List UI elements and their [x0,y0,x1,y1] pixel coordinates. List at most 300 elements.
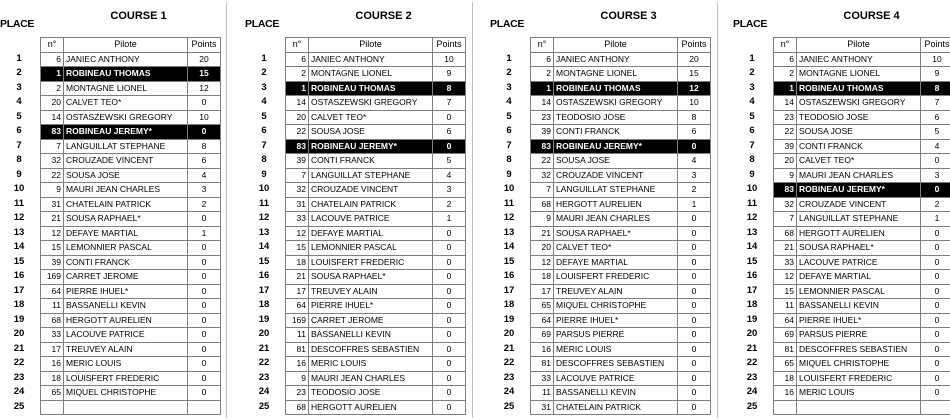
pilote-name-cell: SOUSA RAPHAEL* [554,226,678,241]
points-cell: 10 [678,96,711,111]
driver-number-cell: 20 [41,96,64,111]
points-cell: 10 [921,52,950,67]
driver-number-cell: 7 [531,183,554,198]
pilote-name-cell: LACOUVE PATRICE [797,255,921,270]
table-row [41,154,221,169]
col-header-points: Points [921,38,950,53]
pilote-name-cell: JANIEC ANTHONY [309,52,433,67]
col-header-points: Points [678,38,711,53]
place-number: 15 [258,255,270,267]
table-row [286,371,466,386]
driver-number-cell: 1 [41,67,64,82]
place-number: 9 [16,168,22,180]
col-header-pilote: Pilote [554,38,678,53]
place-header: PLACE [733,18,768,30]
pilote-name-cell: HERGOTT AURELIEN [554,197,678,212]
col-header-num: n° [286,38,309,53]
table-row [41,328,221,343]
table-row [41,212,221,227]
place-number: 1 [506,52,512,64]
driver-number-cell: 9 [286,371,309,386]
driver-number-cell: 7 [774,212,797,227]
driver-number-cell: 16 [774,386,797,401]
points-cell: 0 [921,299,950,314]
place-number: 11 [503,197,515,209]
pilote-name-cell: DESCOFFRES SEBASTIEN [797,342,921,357]
table-row [531,212,711,227]
driver-number-cell: 65 [531,299,554,314]
table-row [286,342,466,357]
points-cell: 0 [678,226,711,241]
place-number: 17 [13,284,25,296]
pilote-name-cell: LANGUILLAT STEPHANE [309,168,433,183]
driver-number-cell: 64 [774,313,797,328]
driver-number-cell: 2 [286,67,309,82]
driver-number-cell: 7 [41,139,64,154]
pilote-name-cell: MONTAGNE LIONEL [64,81,188,96]
table-row [286,96,466,111]
points-cell: 0 [188,371,221,386]
place-number: 8 [506,154,512,165]
table-row [41,270,221,285]
pilote-name-cell: MIQUEL CHRISTOPHE [64,386,188,401]
driver-number-cell: 22 [286,125,309,140]
driver-number-cell: 18 [286,255,309,270]
place-number: 15 [13,255,25,267]
driver-number-cell: 33 [286,212,309,227]
driver-number-cell: 22 [531,154,554,169]
place-number: 4 [506,96,512,107]
points-cell: 4 [433,168,466,183]
points-cell: 0 [188,357,221,372]
driver-number-cell: 22 [774,125,797,140]
table-row [41,342,221,357]
points-cell: 0 [188,241,221,256]
panel-divider [472,2,473,418]
points-cell: 10 [433,52,466,67]
course-title: COURSE 3 [600,10,657,22]
place-number: 13 [746,226,758,238]
table-row [774,313,950,328]
table-row [41,371,221,386]
pilote-name-cell: CHATELAIN PATRICK [309,197,433,212]
points-cell: 6 [188,154,221,169]
driver-number-cell: 39 [531,125,554,140]
table-row [531,241,711,256]
points-cell: 0 [678,255,711,270]
points-cell: 20 [188,52,221,67]
points-cell: 8 [921,81,950,96]
points-cell: 0 [433,139,466,154]
table-row [774,212,950,227]
points-cell: 0 [678,342,711,357]
place-number: 14 [258,241,270,252]
table-row [774,371,950,386]
points-cell: 0 [921,371,950,386]
pilote-name-cell: MIQUEL CHRISTOPHE [554,299,678,314]
place-number: 2 [16,67,22,78]
driver-number-cell: 12 [286,226,309,241]
driver-number-cell: 169 [41,270,64,285]
points-cell: 3 [921,168,950,183]
table-row-highlighted [774,183,950,198]
points-cell: 0 [188,299,221,314]
table-row [286,110,466,125]
place-number: 20 [13,328,25,339]
points-cell: 4 [921,139,950,154]
driver-number-cell: 21 [41,212,64,227]
place-number: 9 [749,168,755,180]
pilote-name-cell: CROUZADE VINCENT [797,197,921,212]
points-cell: 0 [188,342,221,357]
table-header-row [774,38,950,53]
pilote-name-cell: CROUZADE VINCENT [554,168,678,183]
driver-number-cell: 14 [41,110,64,125]
driver-number-cell: 9 [531,212,554,227]
table-row [286,313,466,328]
pilote-name-cell: LANGUILLAT STEPHANE [554,183,678,198]
col-header-num: n° [531,38,554,53]
points-cell: 8 [678,110,711,125]
table-row [531,197,711,212]
place-number: 20 [746,328,758,339]
table-row [774,168,950,183]
pilote-name-cell: LOUISFERT FREDERIC [64,371,188,386]
pilote-name-cell: MERIC LOUIS [64,357,188,372]
driver-number-cell: 81 [531,357,554,372]
place-number: 3 [749,81,755,93]
pilote-name-cell: TEODOSIO JOSE [309,386,433,401]
points-cell: 8 [188,139,221,154]
pilote-name-cell: PIERRE IHUEL* [554,313,678,328]
driver-number-cell: 6 [531,52,554,67]
pilote-name-cell: LEMONNIER PASCAL [797,284,921,299]
pilote-name-cell: BASSANELLI KEVIN [554,386,678,401]
pilote-name-cell: PIERRE IHUEL* [797,313,921,328]
driver-number-cell: 169 [286,313,309,328]
col-header-num: n° [774,38,797,53]
place-number: 16 [258,270,270,281]
table-row [41,183,221,198]
place-number: 9 [506,168,512,180]
driver-number-cell: 18 [774,371,797,386]
table-row-highlighted [286,139,466,154]
place-number: 22 [13,357,25,368]
course-panel-2 [245,2,467,418]
points-cell: 0 [921,386,950,401]
points-cell: 2 [188,197,221,212]
points-cell: 0 [921,328,950,343]
points-cell: 1 [921,212,950,227]
table-row [286,52,466,67]
driver-number-cell: 18 [531,270,554,285]
table-row [41,110,221,125]
place-number: 23 [746,371,758,383]
place-number: 8 [261,154,267,165]
place-number: 5 [506,110,512,122]
points-cell: 0 [921,255,950,270]
place-number: 19 [258,313,270,325]
place-number: 2 [261,67,267,78]
place-number: 21 [503,342,515,354]
driver-number-cell: 1 [531,81,554,96]
table-row [531,328,711,343]
place-column [733,37,771,414]
place-number: 23 [258,371,270,383]
points-cell: 0 [188,212,221,227]
col-header-pilote: Pilote [309,38,433,53]
table-row [531,299,711,314]
pilote-name-cell: DESCOFFRES SEBASTIEN [554,357,678,372]
pilote-name-cell: CONTI FRANCK [797,139,921,154]
place-number: 25 [746,400,758,412]
points-cell: 1 [188,226,221,241]
table-row [531,284,711,299]
points-cell: 0 [678,371,711,386]
place-number: 24 [746,386,758,397]
place-number: 25 [13,400,25,412]
place-number: 3 [506,81,512,93]
place-number: 3 [261,81,267,93]
place-number: 5 [261,110,267,122]
pilote-name-cell: MAURI JEAN CHARLES [797,168,921,183]
driver-number-cell: 17 [531,284,554,299]
pilote-name-cell: DEFAYE MARTIAL [64,226,188,241]
table-row [531,386,711,401]
place-number: 20 [258,328,270,339]
pilote-name-cell: DEFAYE MARTIAL [554,255,678,270]
points-cell: 8 [433,81,466,96]
pilote-name-cell: MERIC LOUIS [554,342,678,357]
pilote-name-cell: MONTAGNE LIONEL [797,67,921,82]
place-number: 16 [13,270,25,281]
driver-number-cell: 2 [774,67,797,82]
table-row-highlighted [286,81,466,96]
place-number: 7 [16,139,22,151]
pilote-name-cell: DESCOFFRES SEBASTIEN [309,342,433,357]
table-row [774,255,950,270]
pilote-name-cell: BASSANELLI KEVIN [309,328,433,343]
place-number: 24 [258,386,270,397]
place-number: 14 [503,241,515,252]
place-number: 21 [746,342,758,354]
place-number: 6 [261,125,267,136]
pilote-name-cell: CONTI FRANCK [309,154,433,169]
place-number: 5 [16,110,22,122]
pilote-name-cell: PARSUS PIERRE [554,328,678,343]
points-cell [188,400,221,415]
course-panel-4 [733,2,950,418]
table-row [531,371,711,386]
pilote-name-cell: SOUSA JOSE [64,168,188,183]
driver-number-cell: 2 [531,67,554,82]
place-column [490,37,528,414]
pilote-name-cell: OSTASZEWSKI GREGORY [554,96,678,111]
points-cell: 4 [678,154,711,169]
table-row [286,226,466,241]
driver-number-cell: 33 [774,255,797,270]
place-number: 19 [503,313,515,325]
points-cell: 0 [188,270,221,285]
points-cell: 0 [188,386,221,401]
table-row [286,328,466,343]
driver-number-cell: 12 [531,255,554,270]
pilote-name-cell: ROBINEAU JEREMY* [309,139,433,154]
place-spacer [733,37,771,52]
driver-number-cell: 6 [41,52,64,67]
driver-number-cell: 6 [774,52,797,67]
driver-number-cell: 33 [531,371,554,386]
table-row [774,96,950,111]
table-row [774,125,950,140]
table-row [41,400,221,415]
driver-number-cell: 11 [531,386,554,401]
place-header: PLACE [245,18,280,30]
points-cell: 0 [433,371,466,386]
place-number: 14 [13,241,25,252]
table-row [774,400,950,415]
points-cell: 9 [921,67,950,82]
place-number: 19 [746,313,758,325]
points-cell: 0 [678,328,711,343]
place-number: 18 [258,299,270,310]
place-number: 20 [503,328,515,339]
table-row [531,125,711,140]
results-table [773,37,950,415]
pilote-name-cell: SOUSA JOSE [554,154,678,169]
table-row-highlighted [531,81,711,96]
pilote-name-cell: CROUZADE VINCENT [64,154,188,169]
table-row [286,183,466,198]
points-cell: 10 [188,110,221,125]
points-cell: 1 [433,212,466,227]
table-row [41,357,221,372]
driver-number-cell: 32 [774,197,797,212]
driver-number-cell: 83 [774,183,797,198]
place-number: 11 [258,197,270,209]
place-number: 12 [258,212,270,223]
pilote-name-cell: MAURI JEAN CHARLES [554,212,678,227]
table-row [531,226,711,241]
pilote-name-cell: LACOUVE PATRICE [554,371,678,386]
table-row [286,67,466,82]
table-row [531,270,711,285]
driver-number-cell: 22 [41,168,64,183]
place-number: 15 [746,255,758,267]
driver-number-cell: 32 [286,183,309,198]
course-panel-3 [490,2,712,418]
course-title: COURSE 1 [110,10,167,22]
driver-number-cell: 31 [41,197,64,212]
place-number: 2 [749,67,755,78]
pilote-name-cell: TREUVEY ALAIN [554,284,678,299]
table-row [774,52,950,67]
pilote-name-cell: ROBINEAU THOMAS [797,81,921,96]
table-row [286,168,466,183]
points-cell: 0 [678,313,711,328]
results-table [285,37,466,415]
driver-number-cell: 81 [774,342,797,357]
place-column [0,37,38,414]
place-number: 21 [258,342,270,354]
driver-number-cell: 21 [774,241,797,256]
table-row [774,328,950,343]
results-table [40,37,221,415]
points-cell: 0 [921,154,950,169]
points-cell: 0 [188,313,221,328]
place-number: 7 [749,139,755,151]
points-cell: 0 [921,241,950,256]
pilote-name-cell: BASSANELLI KEVIN [797,299,921,314]
pilote-name-cell: OSTASZEWSKI GREGORY [64,110,188,125]
table-row [286,212,466,227]
table-row [286,386,466,401]
table-row [531,400,711,415]
place-number: 25 [258,400,270,412]
place-number: 18 [746,299,758,310]
pilote-name-cell: PIERRE IHUEL* [309,299,433,314]
points-cell: 0 [678,241,711,256]
pilote-name-cell: CALVET TEO* [797,154,921,169]
pilote-name-cell: CALVET TEO* [554,241,678,256]
points-cell: 0 [921,342,950,357]
driver-number-cell: 14 [531,96,554,111]
table-row-highlighted [774,81,950,96]
table-row [531,342,711,357]
place-number: 10 [258,183,270,194]
points-cell: 0 [188,255,221,270]
course-title: COURSE 4 [843,10,900,22]
table-row [286,154,466,169]
place-header: PLACE [0,18,35,30]
driver-number-cell: 17 [286,284,309,299]
driver-number-cell: 20 [286,110,309,125]
table-row [41,96,221,111]
place-number: 8 [16,154,22,165]
points-cell: 0 [433,270,466,285]
driver-number-cell: 81 [286,342,309,357]
points-cell: 6 [678,125,711,140]
place-number: 7 [261,139,267,151]
table-row [286,125,466,140]
pilote-name-cell: MAURI JEAN CHARLES [64,183,188,198]
driver-number-cell: 39 [774,139,797,154]
place-number: 13 [258,226,270,238]
table-row [774,197,950,212]
place-number: 10 [746,183,758,194]
driver-number-cell: 33 [41,328,64,343]
points-cell: 0 [678,357,711,372]
table-row [41,139,221,154]
pilote-name-cell: ROBINEAU JEREMY* [64,125,188,140]
pilote-name-cell: ROBINEAU THOMAS [309,81,433,96]
driver-number-cell: 17 [41,342,64,357]
table-row [286,299,466,314]
driver-number-cell: 83 [286,139,309,154]
points-cell: 12 [188,81,221,96]
table-row [286,270,466,285]
points-cell: 3 [188,183,221,198]
points-cell: 0 [921,270,950,285]
pilote-name-cell: SOUSA RAPHAEL* [797,241,921,256]
pilote-name-cell: LEMONNIER PASCAL [309,241,433,256]
table-row [774,270,950,285]
pilote-name-cell: LANGUILLAT STEPHANE [64,139,188,154]
table-header-row [286,38,466,53]
driver-number-cell [41,400,64,415]
pilote-name-cell: CARRET JEROME [64,270,188,285]
points-cell: 0 [678,284,711,299]
